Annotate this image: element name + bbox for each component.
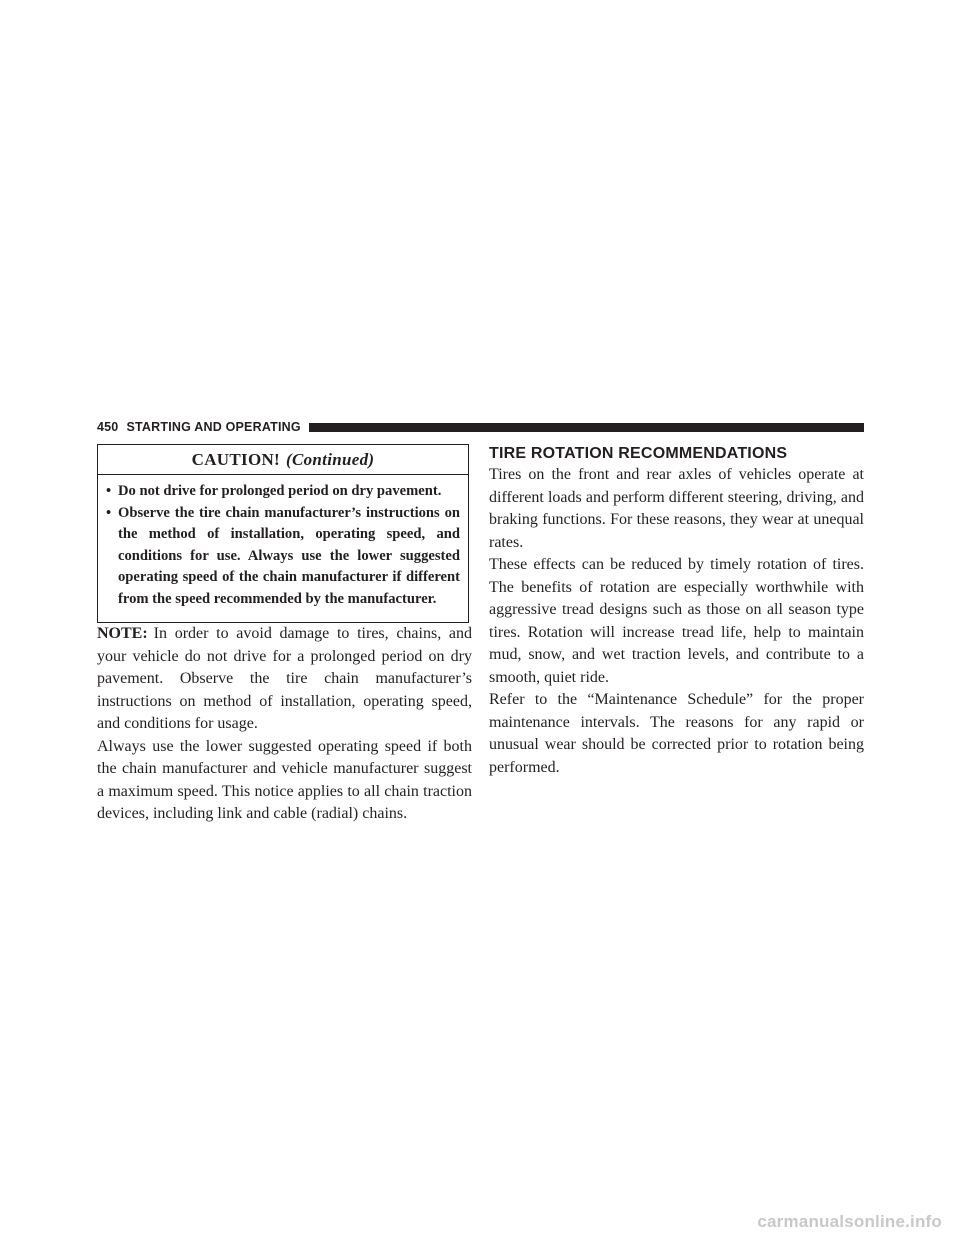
bullet-icon: • — [106, 504, 112, 521]
section-title: STARTING AND OPERATING — [126, 420, 301, 434]
section-heading: TIRE ROTATION RECOMMENDATIONS — [489, 445, 788, 462]
header-rule — [309, 423, 864, 432]
note-paragraph — [97, 623, 472, 736]
caution-bullet — [106, 481, 460, 503]
page-header — [97, 420, 864, 434]
body-paragraph: Refer to the “Maintenance Schedule” for the proper maintenance intervals. The reasons for any rapid or unusual wear should be corrected prior to rotation being performed. — [489, 691, 864, 776]
caution-continued: (Continued) — [286, 450, 375, 469]
left-column — [97, 444, 472, 826]
body-paragraph: These effects can be reduced by timely rotation of tires. The benefits of rotation are especially worthwhile with aggressive tread designs such as those on all season type tires. Rotation will increase tread life, help to maintain mud, snow, and wet traction levels, and contribute to a smooth, quiet ride. — [489, 556, 864, 686]
note-text: In order to avoid damage to tires, chains, and your vehicle do not drive for a prolonged period on dry pavement. Observe the tire chain manufacturer’s instructions on method of installation, operating speed, and conditions for usage. — [97, 625, 472, 732]
caution-bullet-text: Observe the tire chain manufacturer’s instructions on the method of installation, operating speed, and conditions for use. Always use the lower suggested operating speed of the chain manufacturer if different from the speed recommended by the manufacturer. — [118, 504, 460, 607]
page-number: 450 — [97, 420, 119, 434]
watermark: carmanualsonline.info — [757, 1212, 942, 1231]
bullet-icon: • — [106, 483, 112, 499]
body-paragraph: Always use the lower suggested operating speed if both the chain manufacturer and vehicle manufacturer suggest a maximum speed. This notice applies to all chain traction devices, including link and cable (radial) chains. — [97, 737, 472, 822]
caution-bullet-text: Do not drive for prolonged period on dry pavement. — [118, 483, 442, 499]
right-column — [489, 444, 864, 779]
caution-box — [97, 444, 469, 623]
caution-title: CAUTION! — [191, 450, 281, 469]
body-paragraph: Tires on the front and rear axles of vehicles operate at different loads and perform different steering, driving, and braking functions. For these reasons, they wear at unequal rates. — [489, 466, 864, 551]
note-label: NOTE: — [97, 625, 148, 642]
caution-bullet — [106, 503, 460, 611]
caution-body — [98, 475, 468, 622]
caution-heading — [98, 445, 468, 475]
